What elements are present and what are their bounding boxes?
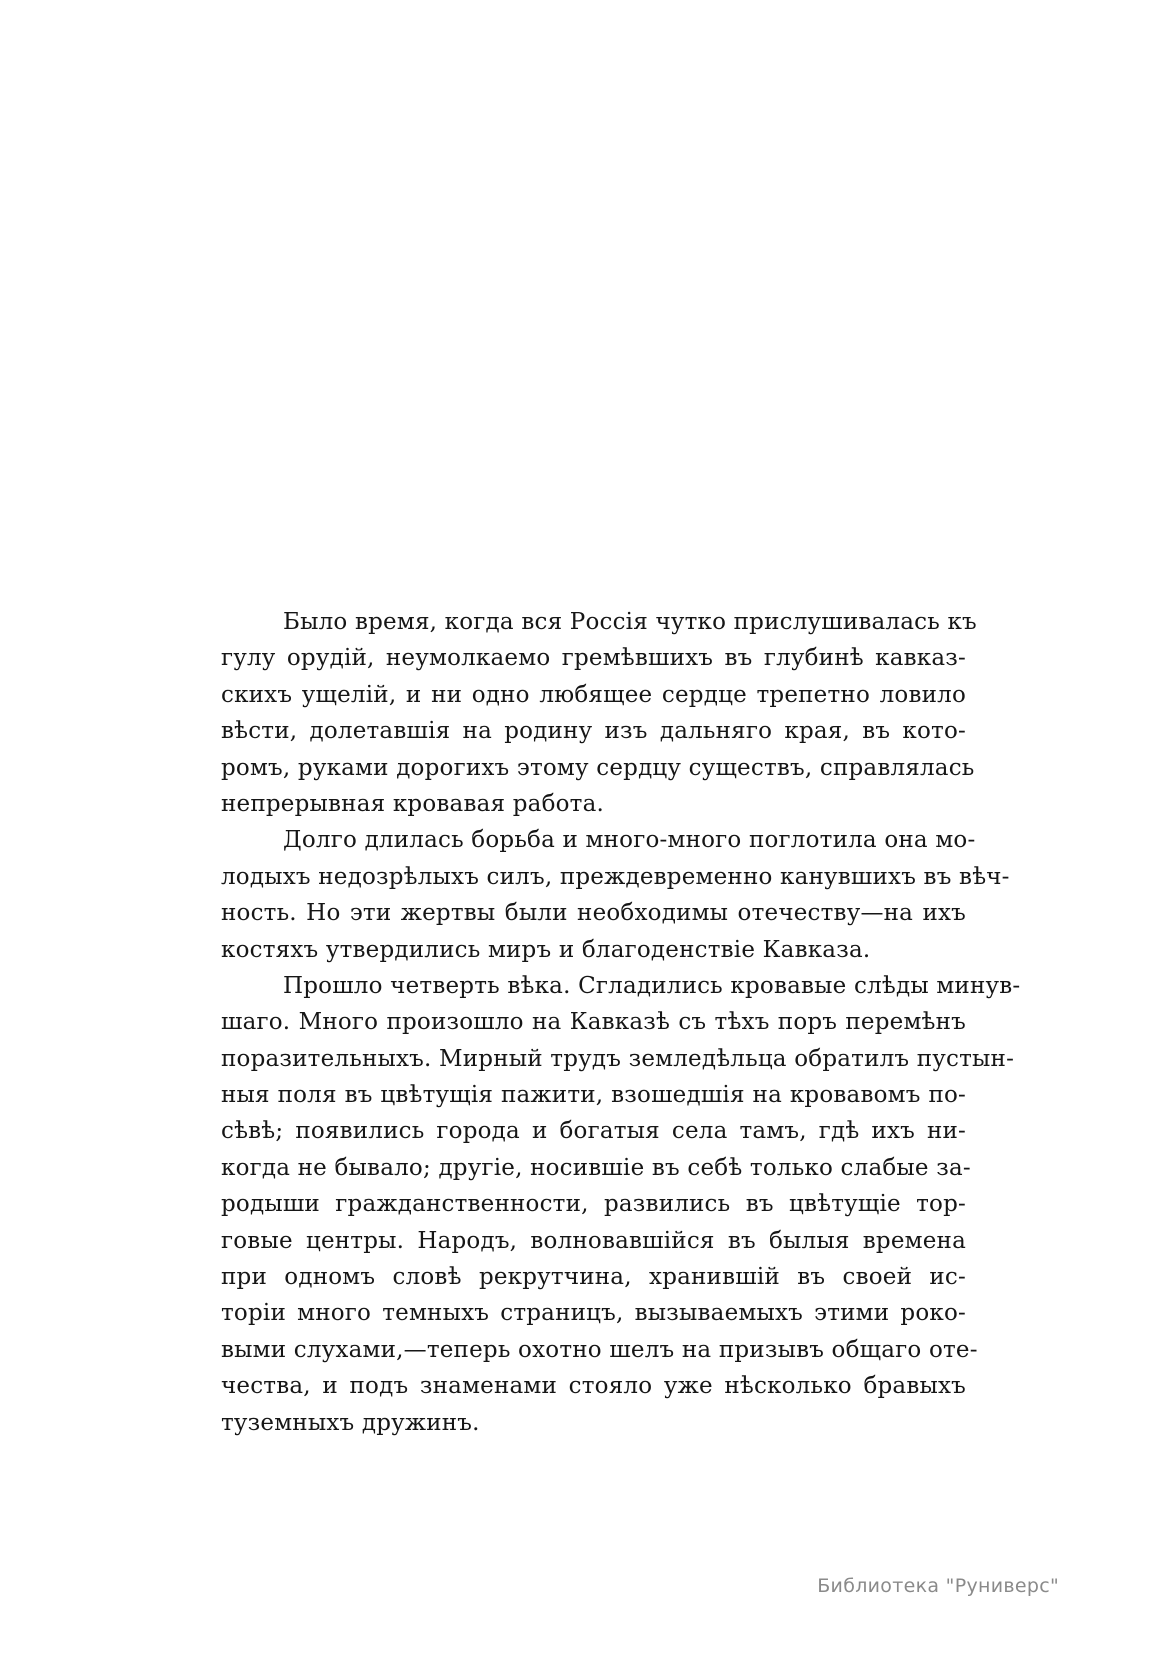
- text-line: родыши гражданственности, развились въ цвѣтущіе тор-: [221, 1191, 966, 1218]
- paragraph-1: [221, 604, 977, 822]
- text-line: Долго длилась борьба и много-много поглотила она мо-: [283, 827, 976, 854]
- text-line: гулу орудій, неумолкаемо гремѣвшихъ въ глубинѣ кавказ-: [221, 645, 966, 672]
- text-line: скихъ ущелій, и ни одно любящее сердце трепетно ловило: [221, 681, 966, 708]
- text-line: Прошло четверть вѣка. Сгладились кровавые слѣды минув-: [283, 972, 1021, 999]
- text-line: костяхъ утвердились миръ и благоденствіе Кавказа.: [221, 936, 871, 963]
- text-line: непрерывная кровавая работа.: [221, 790, 605, 817]
- text-line: говые центры. Народъ, волновавшійся въ былыя времена: [221, 1227, 966, 1254]
- text-line: Было время, когда вся Россія чутко прислушивалась къ: [283, 609, 977, 635]
- text-line: поразительныхъ. Мирный трудъ земледѣльца обратилъ пустын-: [221, 1045, 1015, 1072]
- text-line: при одномъ словѣ рекрутчина, хранившій въ своей ис-: [221, 1264, 966, 1291]
- library-watermark: Библиотека "Руниверс": [817, 1575, 1059, 1597]
- text-line: лодыхъ недозрѣлыхъ силъ, преждевременно канувшихъ въ вѣч-: [221, 863, 1010, 890]
- text-line: ныя поля въ цвѣтущія пажити, взошедшія на кровавомъ по-: [221, 1082, 966, 1109]
- text-line: шаго. Много произошло на Кавказѣ съ тѣхъ поръ перемѣнъ: [221, 1009, 966, 1036]
- text-line: ность. Но эти жертвы были необходимы отечеству—на ихъ: [221, 900, 966, 927]
- text-line: выми слухами,—теперь охотно шелъ на призывъ общаго оте-: [221, 1336, 978, 1363]
- body-text: [221, 604, 1021, 1441]
- paragraph-2: [221, 822, 1010, 968]
- text-line: сѣвѣ; появились города и богатыя села тамъ, гдѣ ихъ ни-: [221, 1118, 966, 1145]
- text-line: вѣсти, долетавшія на родину изъ дальняго края, въ кото-: [221, 718, 966, 745]
- text-line: чества, и подъ знаменами стояло уже нѣсколько бравыхъ: [221, 1373, 966, 1400]
- text-line: когда не бывало; другіе, носившіе въ себѣ только слабые за-: [221, 1154, 971, 1181]
- text-line: торіи много темныхъ страницъ, вызываемыхъ этими роко-: [221, 1300, 966, 1327]
- text-line: ромъ, руками дорогихъ этому сердцу существъ, справлялась: [221, 754, 975, 781]
- paragraph-3: [221, 968, 1021, 1441]
- text-line: туземныхъ дружинъ.: [221, 1409, 480, 1436]
